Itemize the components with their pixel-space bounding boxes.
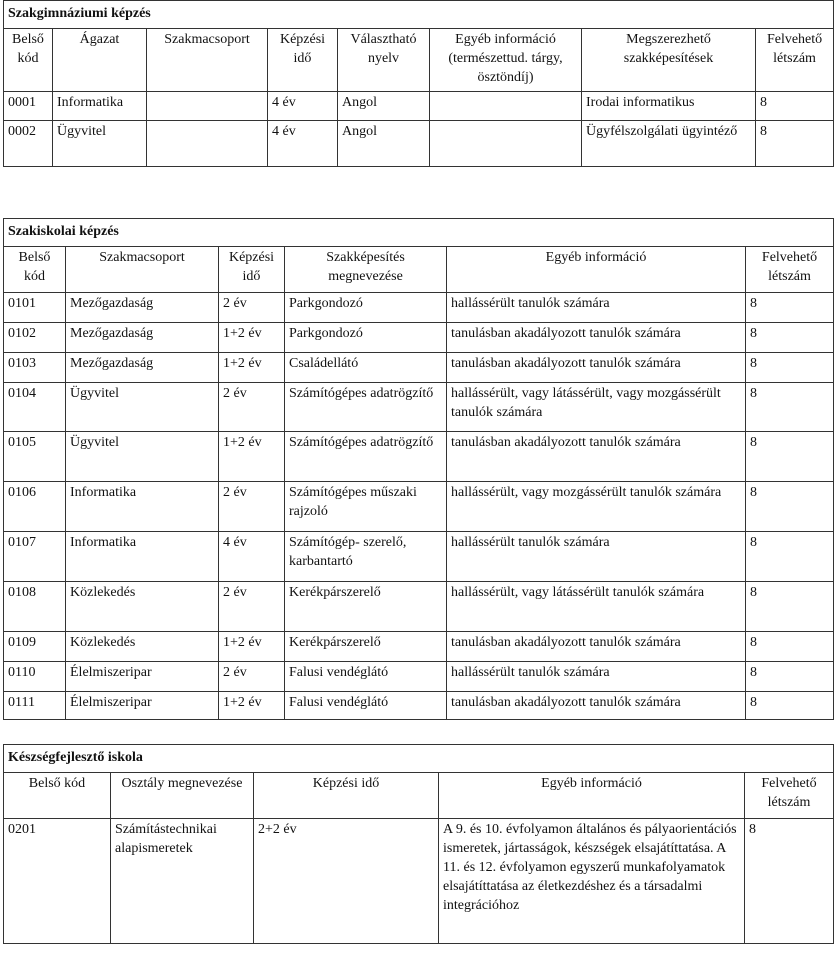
szakgimnazium-section <box>3 0 833 167</box>
cell-szakkepesites: Számítógépes adatrögzítő <box>285 432 447 482</box>
cell-egyeb: hallássérült tanulók számára <box>447 662 746 692</box>
table-row <box>4 432 834 482</box>
cell-letszam: 8 <box>746 383 834 432</box>
cell-kepzesi-ido: 4 év <box>268 121 338 167</box>
cell-letszam: 8 <box>745 819 834 944</box>
cell-kepzesi-ido: 1+2 év <box>219 323 285 353</box>
cell-nyelv: Angol <box>338 121 430 167</box>
cell-code: 0103 <box>4 353 66 383</box>
cell-letszam: 8 <box>746 293 834 323</box>
cell-egyeb: tanulásban akadályozott tanulók számára <box>447 353 746 383</box>
cell-letszam: 8 <box>746 582 834 632</box>
cell-letszam: 8 <box>746 532 834 582</box>
column-header: Képzési idő <box>254 773 439 819</box>
cell-letszam: 8 <box>746 482 834 532</box>
column-header: Egyéb információ <box>439 773 745 819</box>
column-header: Választható nyelv <box>338 29 430 92</box>
column-header: Felvehető létszám <box>746 247 834 293</box>
cell-code: 0107 <box>4 532 66 582</box>
column-header: Felvehető létszám <box>756 29 834 92</box>
column-header: Ágazat <box>53 29 147 92</box>
szakgimnazium-table <box>3 0 834 167</box>
column-header: Egyéb információ (természettud. tárgy, ösztöndíj) <box>430 29 582 92</box>
cell-szakmacsoport: Informatika <box>66 482 219 532</box>
column-header: Megszerezhető szakképesítések <box>582 29 756 92</box>
cell-agazat: Informatika <box>53 92 147 121</box>
cell-nyelv: Angol <box>338 92 430 121</box>
header-row <box>4 29 834 92</box>
cell-egyeb: hallássérült, vagy látássérült tanulók számára <box>447 582 746 632</box>
column-header: Szakmacsoport <box>147 29 268 92</box>
column-header: Belső kód <box>4 247 66 293</box>
cell-code: 0001 <box>4 92 53 121</box>
column-header: Szakmacsoport <box>66 247 219 293</box>
cell-kepzesi-ido: 2+2 év <box>254 819 439 944</box>
header-row <box>4 773 834 819</box>
cell-szakmacsoport: Ügyvitel <box>66 432 219 482</box>
cell-code: 0104 <box>4 383 66 432</box>
cell-kepzesi-ido: 2 év <box>219 582 285 632</box>
cell-szakmacsoport: Élelmiszeripar <box>66 662 219 692</box>
table-row <box>4 632 834 662</box>
cell-code: 0102 <box>4 323 66 353</box>
cell-letszam: 8 <box>756 121 834 167</box>
cell-egyeb: A 9. és 10. évfolyamon általános és pályaorientációs ismeretek, jártasságok, készségek elsajátíttatása. A 11. és 12. évfolyamon egyszerű munkafolyamatok elsajátíttatása az életkezdéshez és a társadalmi integrációhoz <box>439 819 745 944</box>
cell-szakkepesites: Parkgondozó <box>285 323 447 353</box>
cell-osztaly: Számítástechnikai alapismeretek <box>111 819 254 944</box>
cell-szakmacsoport: Mezőgazdaság <box>66 353 219 383</box>
szakiskola-table <box>3 218 834 720</box>
cell-egyeb: tanulásban akadályozott tanulók számára <box>447 323 746 353</box>
table-row <box>4 121 834 167</box>
cell-szakkepesites: Kerékpárszerelő <box>285 582 447 632</box>
column-header: Szakképesítés megnevezése <box>285 247 447 293</box>
table-row <box>4 92 834 121</box>
cell-code: 0201 <box>4 819 111 944</box>
cell-szakmacsoport: Informatika <box>66 532 219 582</box>
cell-code: 0105 <box>4 432 66 482</box>
cell-egyeb: hallássérült tanulók számára <box>447 293 746 323</box>
header-row <box>4 247 834 293</box>
cell-szakkepesites: Falusi vendéglátó <box>285 692 447 720</box>
cell-letszam: 8 <box>746 662 834 692</box>
table-row <box>4 692 834 720</box>
section-title: Szakgimnáziumi képzés <box>4 1 834 29</box>
column-header: Képzési idő <box>268 29 338 92</box>
cell-szakkepesites: Kerékpárszerelő <box>285 632 447 662</box>
section-title: Készségfejlesztő iskola <box>4 745 834 773</box>
cell-szakmacsoport: Ügyvitel <box>66 383 219 432</box>
table-row <box>4 532 834 582</box>
table-row <box>4 323 834 353</box>
column-header: Egyéb információ <box>447 247 746 293</box>
table-row <box>4 662 834 692</box>
cell-szakkepesites: Parkgondozó <box>285 293 447 323</box>
cell-code: 0106 <box>4 482 66 532</box>
cell-kepzesi-ido: 2 év <box>219 662 285 692</box>
cell-szakkepesites: Falusi vendéglátó <box>285 662 447 692</box>
cell-szakmacsoport: Élelmiszeripar <box>66 692 219 720</box>
table-row <box>4 819 834 944</box>
cell-letszam: 8 <box>746 692 834 720</box>
column-header: Belső kód <box>4 773 111 819</box>
cell-egyeb: tanulásban akadályozott tanulók számára <box>447 692 746 720</box>
keszsegfejleszto-section <box>3 744 833 944</box>
cell-letszam: 8 <box>756 92 834 121</box>
szakiskola-section <box>3 218 833 720</box>
cell-kepzesi-ido: 2 év <box>219 293 285 323</box>
cell-egyeb: tanulásban akadályozott tanulók számára <box>447 632 746 662</box>
cell-kepzesi-ido: 4 év <box>268 92 338 121</box>
column-header: Felvehető létszám <box>745 773 834 819</box>
cell-code: 0110 <box>4 662 66 692</box>
table-row <box>4 353 834 383</box>
cell-szakmacsoport: Mezőgazdaság <box>66 323 219 353</box>
cell-letszam: 8 <box>746 353 834 383</box>
cell-kepzesi-ido: 4 év <box>219 532 285 582</box>
cell-egyeb: hallássérült, vagy látássérült, vagy mozgássérült tanulók számára <box>447 383 746 432</box>
cell-code: 0108 <box>4 582 66 632</box>
cell-egyeb <box>430 121 582 167</box>
cell-letszam: 8 <box>746 432 834 482</box>
cell-szakkepesites: Családellátó <box>285 353 447 383</box>
cell-kepzesi-ido: 1+2 év <box>219 432 285 482</box>
cell-szakmacsoport: Mezőgazdaság <box>66 293 219 323</box>
cell-szakkepesites: Irodai informatikus <box>582 92 756 121</box>
cell-szakkepesites: Számítógép- szerelő, karbantartó <box>285 532 447 582</box>
cell-agazat: Ügyvitel <box>53 121 147 167</box>
cell-kepzesi-ido: 2 év <box>219 383 285 432</box>
cell-egyeb: tanulásban akadályozott tanulók számára <box>447 432 746 482</box>
column-header: Belső kód <box>4 29 53 92</box>
cell-szakkepesites: Ügyfélszolgálati ügyintéző <box>582 121 756 167</box>
table-row <box>4 293 834 323</box>
table-row <box>4 582 834 632</box>
cell-szakmacsoport <box>147 92 268 121</box>
cell-szakmacsoport: Közlekedés <box>66 582 219 632</box>
cell-szakmacsoport: Közlekedés <box>66 632 219 662</box>
cell-szakmacsoport <box>147 121 268 167</box>
column-header: Osztály megnevezése <box>111 773 254 819</box>
column-header: Képzési idő <box>219 247 285 293</box>
cell-code: 0109 <box>4 632 66 662</box>
cell-kepzesi-ido: 1+2 év <box>219 353 285 383</box>
cell-letszam: 8 <box>746 632 834 662</box>
cell-egyeb <box>430 92 582 121</box>
table-row <box>4 383 834 432</box>
keszsegfejleszto-table <box>3 744 834 944</box>
cell-kepzesi-ido: 1+2 év <box>219 692 285 720</box>
cell-letszam: 8 <box>746 323 834 353</box>
table-row <box>4 482 834 532</box>
cell-kepzesi-ido: 2 év <box>219 482 285 532</box>
cell-kepzesi-ido: 1+2 év <box>219 632 285 662</box>
cell-szakkepesites: Számítógépes adatrögzítő <box>285 383 447 432</box>
cell-szakkepesites: Számítógépes műszaki rajzoló <box>285 482 447 532</box>
cell-egyeb: hallássérült, vagy mozgássérült tanulók számára <box>447 482 746 532</box>
cell-egyeb: hallássérült tanulók számára <box>447 532 746 582</box>
cell-code: 0111 <box>4 692 66 720</box>
section-title: Szakiskolai képzés <box>4 219 834 247</box>
cell-code: 0101 <box>4 293 66 323</box>
cell-code: 0002 <box>4 121 53 167</box>
